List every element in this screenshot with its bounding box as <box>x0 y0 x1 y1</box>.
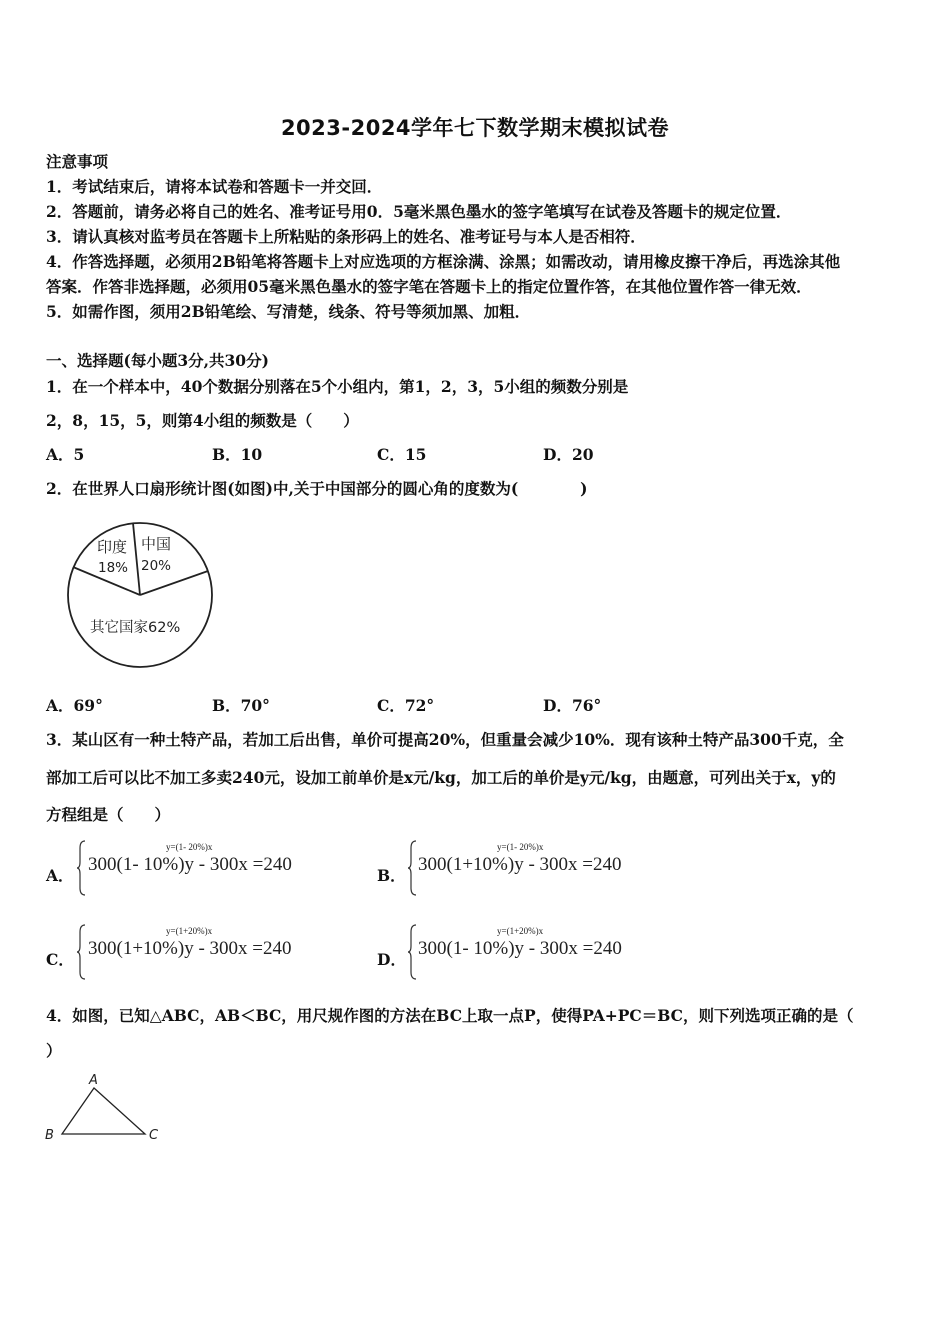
q1-option-a: A．5 <box>46 445 85 464</box>
pie-label-india: 印度 <box>97 538 128 556</box>
q3-option-a-eq-bottom: 300(1- 10%)y - 300x =240 <box>88 854 292 875</box>
q3-option-b-eq-top: y=(1- 20%)x <box>497 842 544 852</box>
notice-heading: 注意事项 <box>46 152 109 171</box>
notice-item: 2．答题前，请务必将自己的姓名、准考证号用0．5毫米黑色墨水的签字笔填写在试卷及答题卡的规定位置． <box>46 202 792 221</box>
brace-icon <box>407 924 417 980</box>
section-heading: 一、选择题(每小题3分,共30分) <box>46 351 269 370</box>
question-3-line: 方程组是（ ） <box>46 805 171 824</box>
q1-option-d: D．20 <box>543 445 594 464</box>
q3-option-d-eq-top: y=(1+20%)x <box>497 926 544 936</box>
question-3-line: 部加工后可以比不加工多卖240元，设加工前单价是x元/kg，加工后的单价是y元/kg，由题意，可列出关于x，y的 <box>46 768 836 787</box>
triangle-abc <box>62 1088 145 1134</box>
pie-divider-top <box>133 523 140 595</box>
brace-icon <box>76 840 86 896</box>
q2-option-a: A．69° <box>46 696 103 715</box>
q1-option-b: B．10 <box>212 445 263 464</box>
page-title: 2023-2024学年七下数学期末模拟试卷 <box>280 116 670 140</box>
q3-option-c-label: C． <box>46 950 74 969</box>
question-4-line: 4．如图，已知△ABC，AB＜BC，用尺规作图的方法在BC上取一点P，使得PA+PC＝BC，则下列选项正确的是（ <box>46 1006 854 1025</box>
q2-option-c: C．72° <box>377 696 435 715</box>
question-3-line: 3．某山区有一种土特产品，若加工后出售，单价可提高20%，但重量会减少10%．现有该种土特产品300千克，全 <box>46 730 844 749</box>
vertex-a-label: A <box>89 1073 98 1088</box>
notice-item: 1．考试结束后，请将本试卷和答题卡一并交回． <box>46 177 383 196</box>
pie-pct-india: 18% <box>98 560 129 576</box>
notice-item: 3．请认真核对监考员在答题卡上所粘贴的条形码上的姓名、准考证号与本人是否相符． <box>46 227 646 246</box>
q3-option-a-eq-top: y=(1- 20%)x <box>166 842 213 852</box>
pie-label-other: 其它国家62% <box>90 620 181 636</box>
q3-option-c-eq-top: y=(1+20%)x <box>166 926 213 936</box>
question-2-text: 2．在世界人口扇形统计图(如图)中,关于中国部分的圆心角的度数为( ) <box>46 479 588 498</box>
notice-item: 答案．作答非选择题，必须用05毫米黑色墨水的签字笔在答题卡上的指定位置作答，在其他位置作答一律无效． <box>46 277 812 296</box>
question-1-line: 1．在一个样本中，40个数据分别落在5个小组内，第1，2，3，5小组的频数分别是 <box>46 377 629 396</box>
q3-option-a-label: A． <box>46 866 74 885</box>
q3-option-c-eq-bottom: 300(1+10%)y - 300x =240 <box>88 938 292 959</box>
q1-option-c: C．15 <box>377 445 427 464</box>
pie-chart <box>60 515 220 675</box>
pie-pct-china: 20% <box>141 558 172 574</box>
notice-item: 5．如需作图，须用2B铅笔绘、写清楚，线条、符号等须加黑、加粗． <box>46 302 531 321</box>
q3-option-b-eq-bottom: 300(1+10%)y - 300x =240 <box>418 854 622 875</box>
notice-item: 4．作答选择题，必须用2B铅笔将答题卡上对应选项的方框涂满、涂黑；如需改动，请用橡皮擦干净后，再选涂其他 <box>46 252 841 271</box>
brace-icon <box>76 924 86 980</box>
pie-divider-right <box>140 571 208 595</box>
q3-option-b-label: B． <box>377 866 406 885</box>
pie-label-china: 中国 <box>141 535 172 553</box>
q3-option-d-eq-bottom: 300(1- 10%)y - 300x =240 <box>418 938 622 959</box>
q3-option-d-label: D． <box>377 950 406 969</box>
triangle-figure <box>40 1068 170 1148</box>
vertex-c-label: C <box>149 1128 159 1143</box>
question-1-line: 2，8，15，5，则第4小组的频数是（ ） <box>46 411 359 430</box>
vertex-b-label: B <box>45 1128 54 1143</box>
q2-option-d: D．76° <box>543 696 602 715</box>
brace-icon <box>407 840 417 896</box>
question-4-line: ） <box>46 1041 62 1060</box>
q2-option-b: B．70° <box>212 696 270 715</box>
